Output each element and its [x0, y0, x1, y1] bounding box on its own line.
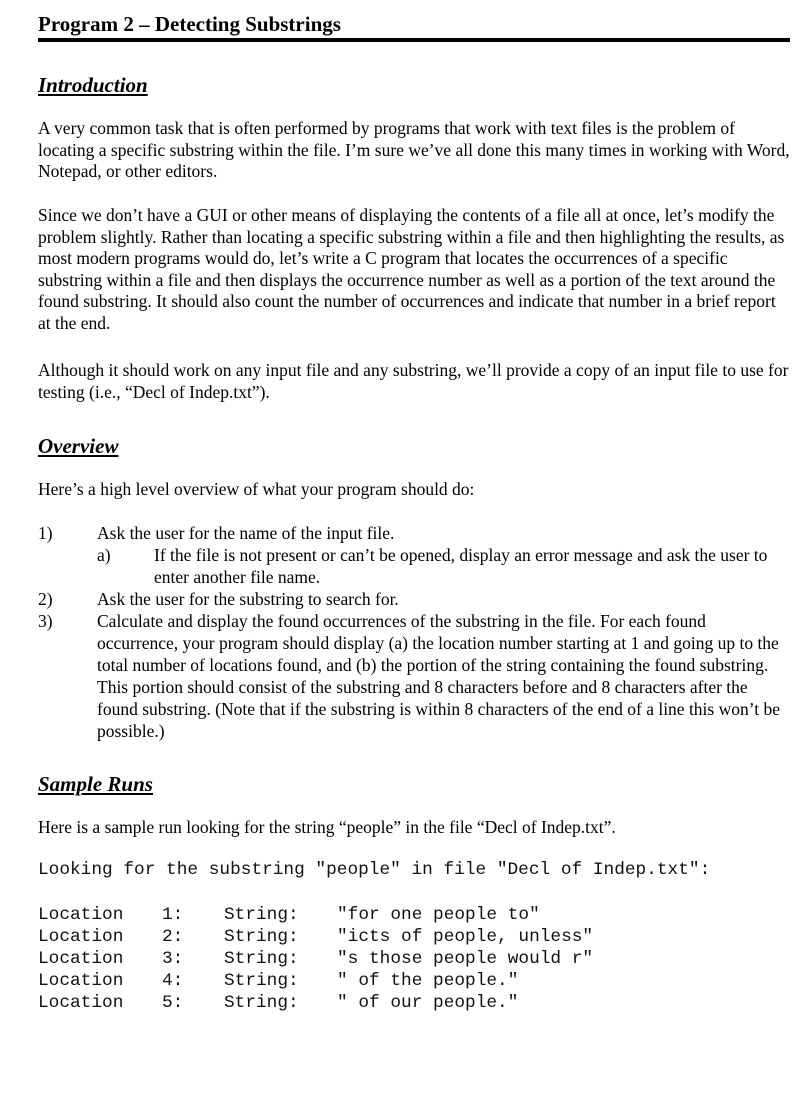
intro-paragraph-2: Since we don’t have a GUI or other means of displaying the contents of a file all at once, let’s modify the problem slightly. Rather than locating a specific substring within a file and then highlighting the results, as most modern programs would do, let’s write a C program that locates the occurrences of a specific substring within a file and then displays the occurrence number as well as a portion of the text around the found substring. It should also count the number of occurrences and indicate that number in a brief report at the end.: [38, 205, 785, 333]
console-command-line: Looking for the substring "people" in file "Decl of Indep.txt":: [38, 860, 711, 880]
console-output-row: [38, 927, 594, 949]
string-label: String:: [224, 949, 299, 969]
sample-runs-heading: Sample Runs: [38, 772, 153, 796]
string-label: String:: [224, 927, 299, 947]
sublist-item-text: If the file is not present or can’t be opened, display an error message and ask the user to enter another file name.: [154, 545, 768, 587]
location-number: 5:: [162, 993, 184, 1013]
sublist-letter: a): [97, 545, 111, 565]
string-label: String:: [224, 971, 299, 991]
location-label: Location: [38, 993, 124, 1013]
console-output-row: [38, 905, 540, 927]
sample-runs-intro: Here is a sample run looking for the string “people” in the file “Decl of Indep.txt”.: [38, 817, 616, 837]
list-number: 1): [38, 523, 53, 543]
string-value: "for one people to": [337, 905, 540, 925]
title-divider: [38, 38, 790, 42]
location-number: 1:: [162, 905, 184, 925]
location-number: 3:: [162, 949, 184, 969]
console-output-row: [38, 971, 519, 993]
string-label: String:: [224, 905, 299, 925]
string-value: " of the people.": [337, 971, 519, 991]
intro-paragraph-1: A very common task that is often performed by programs that work with text files is the problem of locating a specific substring within the file. I’m sure we’ve all done this many times in working with Word, Notepad, or other editors.: [38, 118, 790, 181]
list-number: 2): [38, 589, 53, 609]
list-item-text: Calculate and display the found occurrences of the substring in the file. For each found occurrence, your program should display (a) the location number starting at 1 and going up to the total number of locations found, and (b) the portion of the string containing the found substring. This portion should consist of the substring and 8 characters before and 8 characters after the found substring. (Note that if the substring is within 8 characters of the end of a line this won’t be possible.): [97, 611, 781, 741]
string-value: "icts of people, unless": [337, 927, 594, 947]
string-value: " of our people.": [337, 993, 519, 1013]
string-label: String:: [224, 993, 299, 1013]
location-label: Location: [38, 905, 124, 925]
location-label: Location: [38, 971, 124, 991]
location-label: Location: [38, 927, 124, 947]
document-title: Program 2 – Detecting Substrings: [38, 12, 341, 36]
overview-intro: Here’s a high level overview of what your program should do:: [38, 479, 475, 499]
list-item-text: Ask the user for the name of the input file.: [97, 523, 395, 543]
string-value: "s those people would r": [337, 949, 594, 969]
location-label: Location: [38, 949, 124, 969]
console-output-row: [38, 949, 594, 971]
location-number: 2:: [162, 927, 184, 947]
location-number: 4:: [162, 971, 184, 991]
introduction-heading: Introduction: [38, 73, 148, 97]
list-item-text: Ask the user for the substring to search for.: [97, 589, 399, 609]
console-output-row: [38, 993, 519, 1015]
overview-heading: Overview: [38, 434, 119, 458]
intro-paragraph-3: Although it should work on any input file and any substring, we’ll provide a copy of an input file to use for testing (i.e., “Decl of Indep.txt”).: [38, 360, 789, 402]
list-number: 3): [38, 611, 53, 631]
